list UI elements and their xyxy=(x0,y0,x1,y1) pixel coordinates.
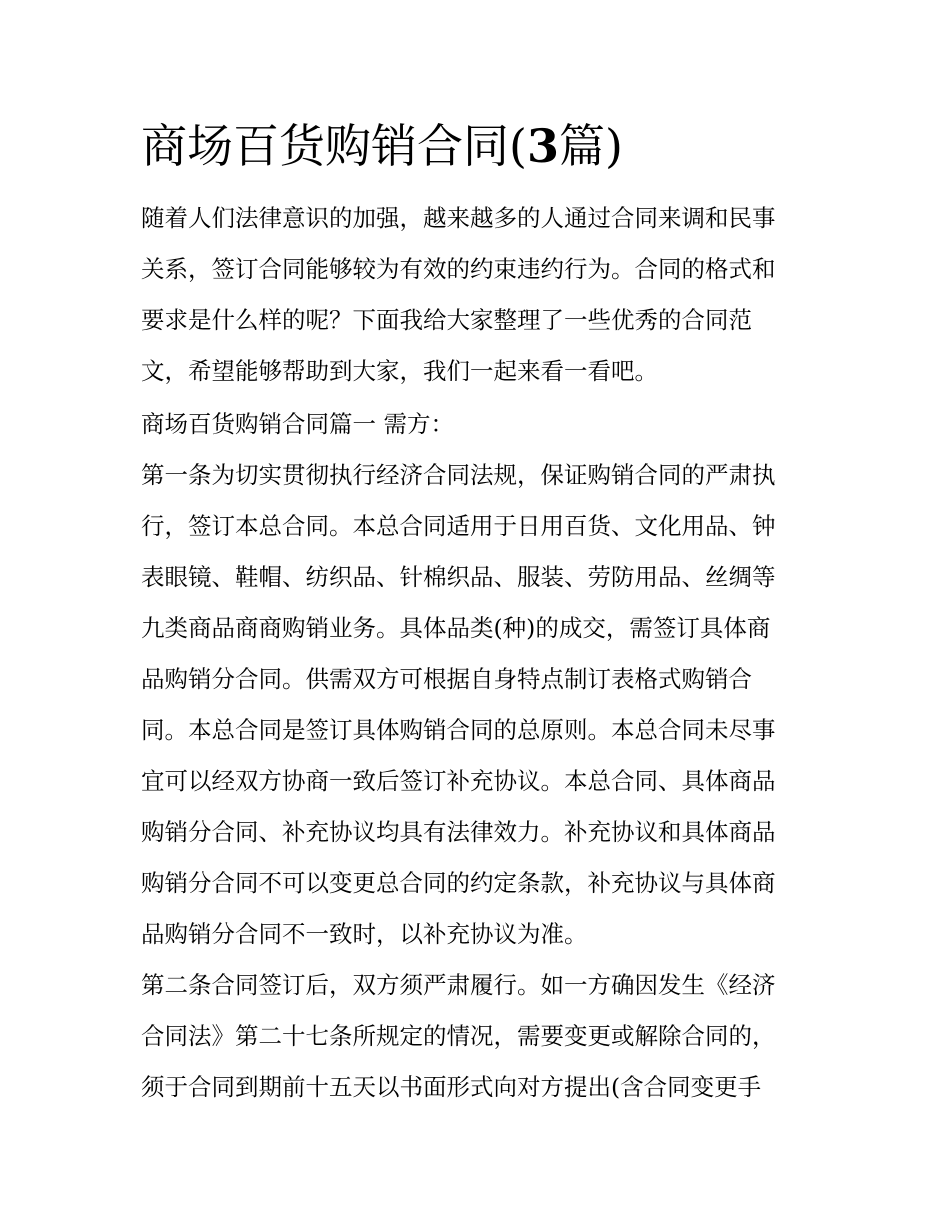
body-line: 九类商品商商购销业务。具体品类(种)的成交，需签订具体商 xyxy=(141,614,771,642)
body-line: 第二条合同签订后，双方须严肃履行。如一方确因发生《经济 xyxy=(141,971,776,999)
body-line: 随着人们法律意识的加强，越来越多的人通过合同来调和民事 xyxy=(141,204,776,232)
body-line: 表眼镜、鞋帽、纺织品、针棉织品、服装、劳防用品、丝绸等 xyxy=(141,563,776,591)
body-line: 要求是什么样的呢？下面我给大家整理了一些优秀的合同范 xyxy=(141,306,752,334)
body-line: 品购销分合同不一致时，以补充协议为准。 xyxy=(141,920,588,948)
title-prefix: 商场百货购销合同( xyxy=(141,119,527,173)
body-line: 购销分合同、补充协议均具有法律效力。补充协议和具体商品 xyxy=(141,818,776,846)
body-line: 关系，签订合同能够较为有效的约束违约行为。合同的格式和 xyxy=(141,255,776,283)
section-heading: 商场百货购销合同篇一 需方： xyxy=(141,410,454,438)
body-line: 文，希望能够帮助到大家，我们一起来看一看吧。 xyxy=(141,357,658,385)
body-line: 合同法》第二十七条所规定的情况，需要变更或解除合同的， xyxy=(141,1022,776,1050)
body-line: 购销分合同不可以变更总合同的约定条款，补充协议与具体商 xyxy=(141,869,776,897)
body-line: 须于合同到期前十五天以书面形式向对方提出(含合同变更手 xyxy=(141,1073,762,1101)
body-line: 行，签订本总合同。本总合同适用于日用百货、文化用品、钟 xyxy=(141,512,776,540)
title-suffix: 篇) xyxy=(558,119,623,173)
body-line: 品购销分合同。供需双方可根据自身特点制订表格式购销合 xyxy=(141,665,752,693)
title-number: 3 xyxy=(526,119,559,173)
body-line: 第一条为切实贯彻执行经济合同法规，保证购销合同的严肃执 xyxy=(141,461,776,489)
body-line: 宜可以经双方协商一致后签订补充协议。本总合同、具体商品 xyxy=(141,767,776,795)
document-title xyxy=(141,114,623,178)
body-line: 同。本总合同是签订具体购销合同的总原则。本总合同未尽事 xyxy=(141,716,776,744)
